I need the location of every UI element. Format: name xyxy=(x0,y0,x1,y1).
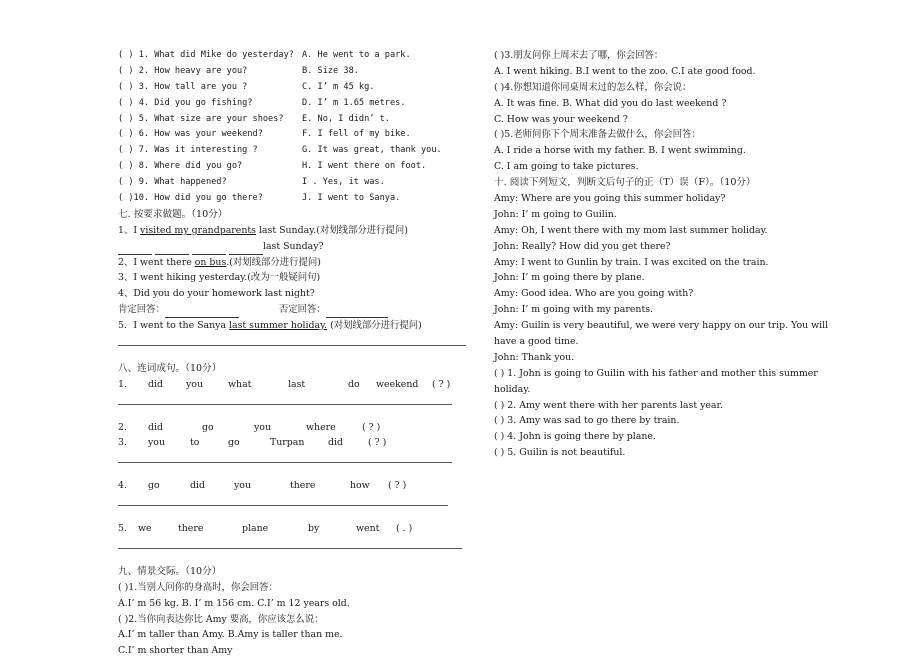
match-answer: F. I fell of my bike. xyxy=(302,129,411,140)
sec9-q4-options: A. It was fine. B. What did you do last weekend ? xyxy=(494,97,727,109)
word-num: 4. xyxy=(118,480,127,492)
answer-line[interactable] xyxy=(118,345,468,361)
negative-label: 否定回答： xyxy=(278,304,326,316)
q1-underlined: visited my grandparents xyxy=(140,224,256,236)
word: did xyxy=(190,480,206,492)
word: there xyxy=(178,523,204,535)
word: you xyxy=(148,437,165,449)
word: ( ? ) xyxy=(432,378,451,390)
word: there xyxy=(290,480,316,492)
word-row-1 xyxy=(118,377,468,393)
judge-item: ( ) 1. John is going to Guilin with his father and mother this summer xyxy=(494,367,818,379)
word: plane xyxy=(242,523,269,535)
sec9-q1-options: A.I’ m 56 kg. B. I’ m 156 cm. C.I’ m 12 years old. xyxy=(118,597,350,609)
match-answer: D. I’ m 1.65 metres. xyxy=(302,97,406,108)
match-answer: H. I went there on foot. xyxy=(302,161,427,172)
match-row xyxy=(118,112,468,128)
sec9-q5-options: A. I ride a horse with my father. B. I went swimming. xyxy=(494,145,746,157)
q1-suffix: last Sunday.(对划线部分进行提问) xyxy=(255,224,408,236)
sec9-q1: ( )1.当别人问你的身高时，你会回答： xyxy=(118,581,278,593)
word: Turpan xyxy=(270,437,305,449)
match-question: ( ) 7. Was it interesting ? xyxy=(118,145,258,156)
word: where xyxy=(306,421,336,433)
dialogue-line: John: I’ m going with my parents. xyxy=(494,304,654,316)
word: do xyxy=(348,378,360,390)
judge-item-cont: holiday. xyxy=(494,383,531,395)
blank-3[interactable] xyxy=(192,244,226,255)
blank-4[interactable] xyxy=(229,244,263,255)
word: ( ? ) xyxy=(388,480,407,492)
sec7-q2 xyxy=(118,255,468,271)
match-question: ( )10. How did you go there? xyxy=(118,193,263,204)
blank-2[interactable] xyxy=(155,244,189,255)
dialogue-line: John: Really? How did you get there? xyxy=(494,240,671,252)
q5-suffix: (对划线部分进行提问) xyxy=(327,320,422,332)
word: go xyxy=(228,437,240,449)
left-column xyxy=(118,48,468,659)
judge-item: ( ) 5. Guilin is not beautiful. xyxy=(494,447,626,459)
match-question: ( ) 6. How was your weekend? xyxy=(118,129,263,140)
sec7-q1-answer xyxy=(118,239,468,255)
word: went xyxy=(356,523,380,535)
word-row-4 xyxy=(118,478,468,494)
match-question: ( ) 9. What happened? xyxy=(118,177,227,188)
match-answer: I . Yes, it was. xyxy=(302,177,385,188)
dialogue-line: John: Thank you. xyxy=(494,351,575,363)
affirmative-label: 肯定回答： xyxy=(118,304,165,316)
word: to xyxy=(190,437,200,449)
match-answer: B. Size 38. xyxy=(302,65,359,76)
section9-title: 九、情景交际。（10分） xyxy=(118,565,222,577)
match-question: ( ) 3. How tall are you ? xyxy=(118,81,248,92)
dialogue-line: have a good time. xyxy=(494,336,579,348)
word: you xyxy=(254,421,271,433)
word: ( ? ) xyxy=(368,437,387,449)
match-question: ( ) 4. Did you go fishing? xyxy=(118,97,253,108)
match-row xyxy=(118,96,468,112)
match-row xyxy=(118,191,468,207)
sec7-q4-answers xyxy=(118,302,468,318)
match-question: ( ) 1. What did Mike do yesterday? xyxy=(118,50,294,60)
word: go xyxy=(202,421,214,433)
word-num: 3. xyxy=(118,437,127,449)
word-num: 1. xyxy=(118,378,127,390)
sec9-q3-options: A. I went hiking. B.I went to the zoo. C.I ate good food. xyxy=(494,65,756,77)
dialogue-line: John: I’ m going there by plane. xyxy=(494,272,645,284)
sec7-q5 xyxy=(118,318,468,334)
word: you xyxy=(186,378,203,390)
sec9-q4: ( )4.你想知道你同桌周末过的怎么样，你会说： xyxy=(494,81,692,93)
q2-underlined: on bus xyxy=(194,256,227,268)
word-num: 2. xyxy=(118,421,127,433)
match-row xyxy=(118,64,468,80)
answer-line[interactable] xyxy=(118,404,468,420)
word-row-3 xyxy=(118,435,468,451)
word: did xyxy=(148,378,164,390)
match-row xyxy=(118,143,468,159)
match-answer: C. I’ m 45 kg. xyxy=(302,81,375,92)
section7-title: 七. 按要求做题。（10分） xyxy=(118,208,228,220)
word: last xyxy=(288,378,306,390)
sec9-q4-option-c: C. How was your weekend ? xyxy=(494,113,628,125)
answer-line[interactable] xyxy=(118,548,468,564)
word: go xyxy=(148,480,160,492)
judge-item: ( ) 2. Amy went there with her parents last year. xyxy=(494,399,723,411)
q5-prefix: 5．I went to the Sanya xyxy=(118,320,230,332)
word: what xyxy=(228,378,252,390)
word-row-5 xyxy=(118,521,468,537)
dialogue-line: Amy: Guilin is very beautiful, we were very happy on our trip. You will xyxy=(494,320,829,332)
word: how xyxy=(350,480,370,492)
sec7-q3: 3、I went hiking yesterday.(改为一般疑问句) xyxy=(118,272,321,284)
match-row xyxy=(118,175,468,191)
dialogue-line: Amy: I went to Gunlin by train. I was excited on the train. xyxy=(494,256,769,268)
q2-prefix: 2、I went there xyxy=(118,256,195,268)
judge-item: ( ) 3. Amy was sad to go there by train. xyxy=(494,415,680,427)
match-row xyxy=(118,159,468,175)
match-question: ( ) 2. How heavy are you? xyxy=(118,65,248,76)
word: we xyxy=(138,523,152,535)
word: you xyxy=(234,480,251,492)
sec9-q3: ( )3.朋友问你上周末去了哪，你会回答： xyxy=(494,50,664,61)
match-row xyxy=(118,48,468,64)
match-question: ( ) 8. Where did you go? xyxy=(118,161,243,172)
section8-title: 八、连词成句。（10分） xyxy=(118,362,222,374)
sec9-q2-options: A.I’ m taller than Amy. B.Amy is taller than me. xyxy=(118,629,343,641)
word: ( ? ) xyxy=(362,421,381,433)
dialogue-line: John: I’ m going to Guilin. xyxy=(494,208,617,220)
affirmative-blank[interactable] xyxy=(165,307,239,318)
negative-blank[interactable] xyxy=(326,307,388,318)
match-answer: A. He went to a park. xyxy=(302,50,411,60)
match-answer: J. I went to Sanya. xyxy=(302,193,401,204)
q5-underlined: last summer holiday. xyxy=(229,320,328,332)
match-answer: E. No, I didn’ t. xyxy=(302,113,390,124)
matching-section xyxy=(118,48,468,207)
sec9-q2: ( )2.当你向表达你比 Amy 要高，你应该怎么说： xyxy=(118,613,324,625)
word: did xyxy=(148,421,164,433)
sec9-q5: ( )5.老师问你下个周末准备去做什么，你会回答： xyxy=(494,129,701,141)
answer-line[interactable] xyxy=(118,505,468,521)
dialogue-line: Amy: Oh, I went there with my mom last summer holiday. xyxy=(494,224,768,236)
match-question: ( ) 5. What size are your shoes? xyxy=(118,113,284,124)
section10-title: 十. 阅读下列短文，判断文后句子的正（T）误（F）。（10分） xyxy=(494,177,756,189)
word-num: 5. xyxy=(118,523,127,535)
sec7-q1 xyxy=(118,223,468,239)
word: ( . ) xyxy=(396,523,413,535)
word: by xyxy=(308,523,320,535)
blank-1[interactable] xyxy=(118,244,152,255)
word-row-2 xyxy=(118,420,468,436)
word: did xyxy=(328,437,344,449)
dialogue-line: Amy: Good idea. Who are you going with? xyxy=(494,288,694,300)
match-row xyxy=(118,80,468,96)
match-row xyxy=(118,127,468,143)
right-column xyxy=(494,48,864,461)
answer-line[interactable] xyxy=(118,462,468,478)
q1-prefix: 1、I xyxy=(118,224,141,236)
word: weekend xyxy=(376,378,419,390)
sec7-q4: 4、Did you do your homework last night? xyxy=(118,288,315,300)
sec9-q2-option-c: C.I’ m shorter than Amy xyxy=(118,645,233,657)
q2-suffix: .(对划线部分进行提问) xyxy=(226,256,321,268)
match-answer: G. It was great, thank you. xyxy=(302,145,442,156)
dialogue-line: Amy: Where are you going this summer holiday? xyxy=(494,193,726,205)
judge-item: ( ) 4. John is going there by plane. xyxy=(494,431,656,443)
q1-line2-text: last Sunday? xyxy=(262,240,324,252)
sec9-q5-option-c: C. I am going to take pictures. xyxy=(494,161,639,173)
